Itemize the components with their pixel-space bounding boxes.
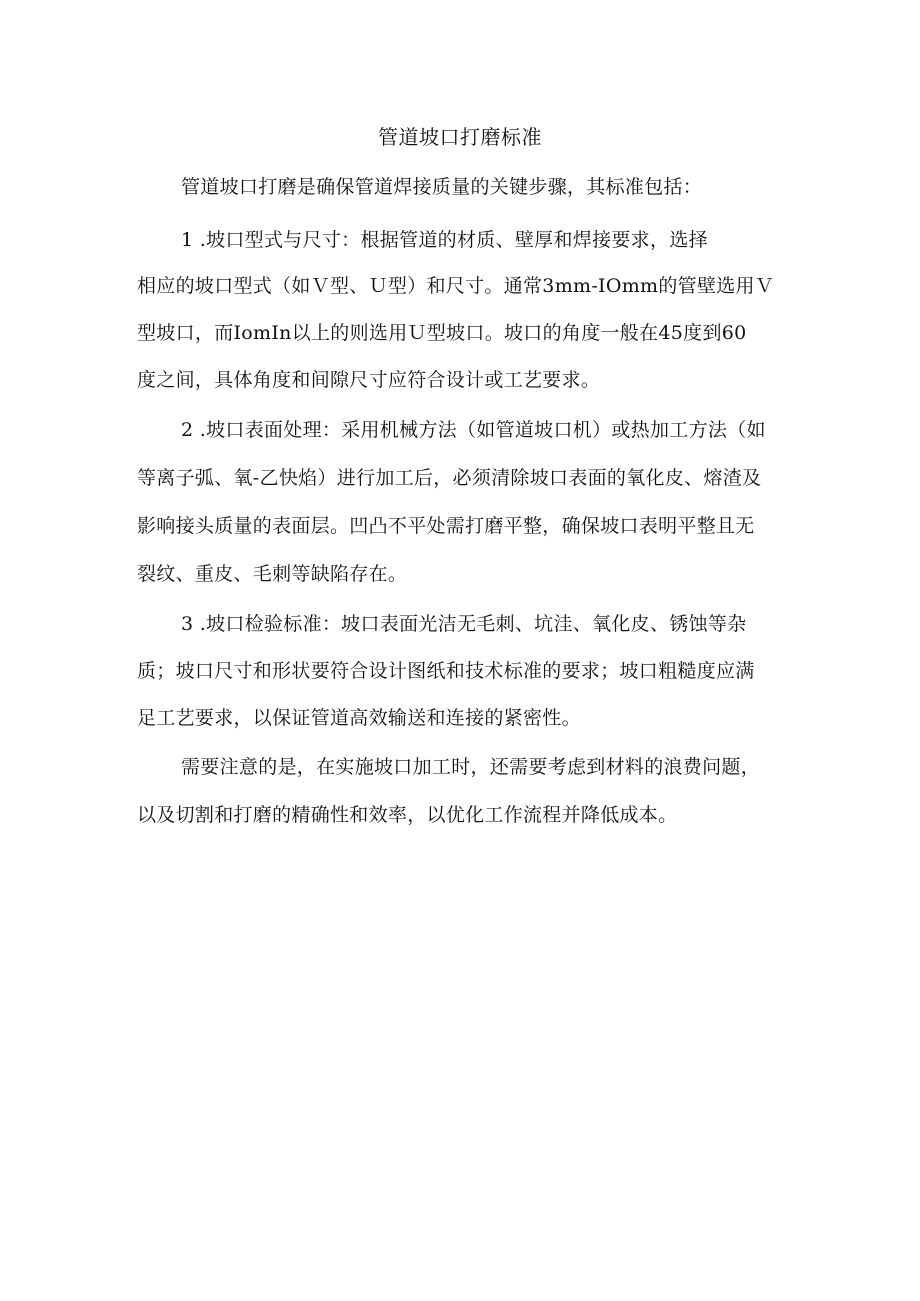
section3-line: 质；坡口尺寸和形状要符合设计图纸和技术标准的要求；坡口粗糙度应满 xyxy=(137,660,755,682)
section2-line: 2 .坡口表面处理：采用机械方法（如管道坡口机）或热加工方法（如 xyxy=(181,419,766,441)
section3-line: 3 .坡口检验标准：坡口表面光洁无毛刺、坑洼、氧化皮、锈蚀等杂 xyxy=(181,613,747,635)
closing-line: 需要注意的是，在实施坡口加工时，还需要考虑到材料的浪费问题， xyxy=(181,756,761,778)
closing-line: 以及切割和打磨的精确性和效率，以优化工作流程并降低成本。 xyxy=(137,804,678,826)
section1-line: 相应的坡口型式（如Ｖ型、Ｕ型）和尺寸。通常3mm-IOmm的管壁选用Ｖ xyxy=(137,275,775,297)
section1-line: 度之间，具体角度和间隙尺寸应符合设计或工艺要求。 xyxy=(137,369,601,391)
section2-line: 裂纹、重皮、毛刺等缺陷存在。 xyxy=(137,563,408,585)
section1-line: 型坡口，而IomIn以上的则选用Ｕ型坡口。坡口的角度一般在45度到60 xyxy=(137,322,747,344)
section3-line: 足工艺要求，以保证管道高效输送和连接的紧密性。 xyxy=(137,707,581,729)
section1-line: 1 .坡口型式与尺寸：根据管道的材质、壁厚和焊接要求，选择 xyxy=(181,229,708,251)
page-title: 管道坡口打磨标准 xyxy=(378,125,542,149)
intro-paragraph: 管道坡口打磨是确保管道焊接质量的关键步骤，其标准包括： xyxy=(181,176,703,198)
section2-line: 等离子弧、氧-乙快焰）进行加工后，必须清除坡口表面的氧化皮、熔渣及 xyxy=(137,467,762,489)
section2-line: 影响接头质量的表面层。凹凸不平处需打磨平整，确保坡口表明平整且无 xyxy=(137,515,755,537)
